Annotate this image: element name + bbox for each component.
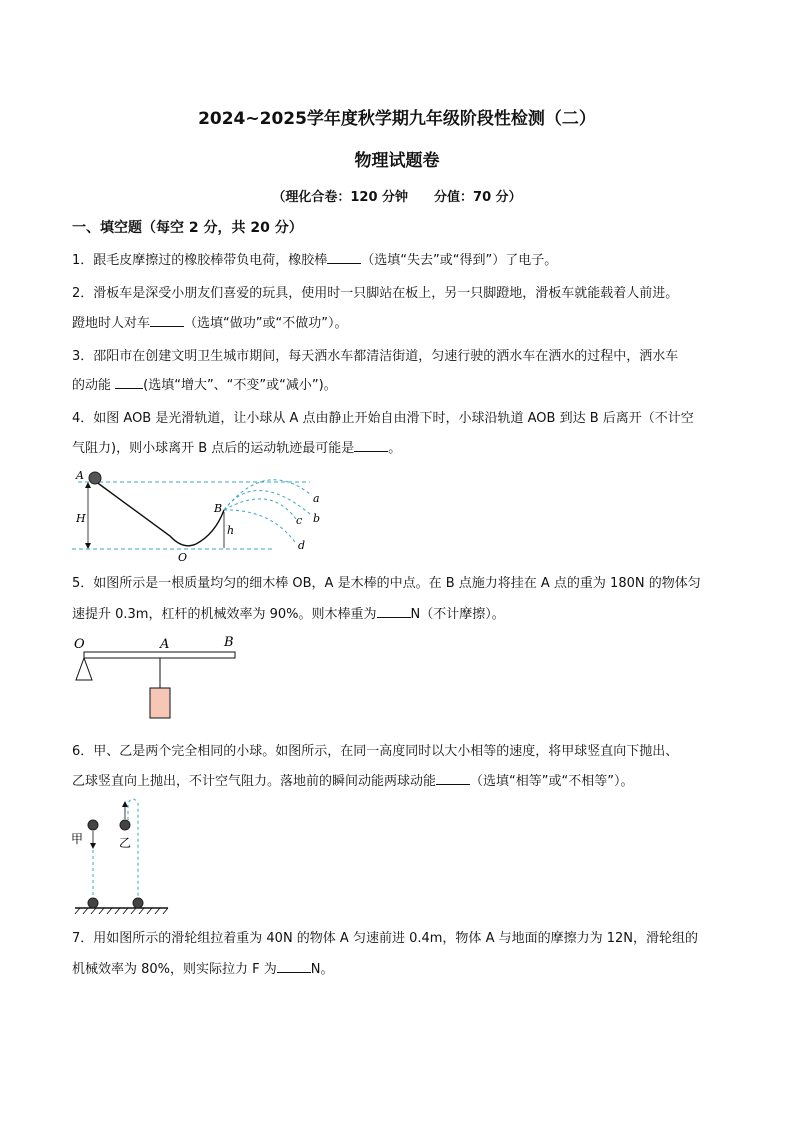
q7-text-b: N。: [310, 962, 334, 977]
q4-text-a: 气阻力)，则小球离开 B 点后的运动轨迹最可能是: [72, 441, 355, 456]
figure-lever: [70, 630, 250, 725]
q3-text-b: (选填“增大”、“不变”或“减小”)。: [143, 378, 337, 393]
q5-text-a: 速提升 0.3m，杠杆的机械效率为 90%。则木棒重为: [72, 607, 377, 622]
q6-text-a: 乙球竖直向上抛出，不计空气阻力。落地前的瞬间动能两球动能: [72, 774, 437, 789]
q1-blank[interactable]: [327, 251, 361, 264]
down-arrow-head: [90, 843, 96, 849]
label-A: A: [160, 637, 170, 652]
question-7-line1: 7．用如图所示的滑轮组拉着重为 40N 的物体 A 匀速前进 0.4m，物体 A 与地面的摩擦力为 12N，滑轮组的: [72, 931, 698, 946]
pivot-support: [76, 658, 92, 680]
section-title: 一、填空题（每空 2 分，共 20 分）: [72, 220, 303, 236]
q1-text-a: 1．跟毛皮摩擦过的橡胶棒带负电荷，橡胶棒: [72, 253, 328, 268]
track-curve: [95, 481, 224, 546]
figure-track: [70, 464, 330, 564]
exam-subtitle: 物理试题卷: [354, 151, 440, 171]
q5-blank[interactable]: [377, 605, 411, 618]
question-7-line2: [72, 958, 334, 977]
question-2-line2: [72, 312, 347, 331]
q5-text-b: N（不计摩擦）。: [410, 607, 505, 622]
question-5-line1: 5．如图所示是一根质量均匀的细木棒 OB，A 是木棒的中点。在 B 点施力将挂在 A 点的重为 180N 的物体匀: [72, 576, 701, 591]
label-b: b: [313, 512, 321, 525]
q6-blank[interactable]: [436, 772, 470, 785]
wooden-stick: [84, 652, 235, 658]
label-O: O: [74, 637, 85, 652]
exam-title: 2024~2025学年度秋学期九年级阶段性检测（二）: [198, 109, 596, 129]
q4-text-b: 。: [388, 441, 402, 456]
q4-blank[interactable]: [354, 439, 388, 452]
ball-yi: [120, 820, 130, 830]
question-2-line1: 2．滑板车是深受小朋友们喜爱的玩具，使用时一只脚站在板上，另一只脚蹬地，滑板车就能载着人前进。: [72, 286, 679, 301]
question-3-line2: [72, 374, 337, 393]
label-B: B: [214, 502, 223, 515]
label-jia: 甲: [71, 832, 84, 846]
question-1: [72, 249, 557, 268]
label-A: A: [76, 469, 84, 482]
label-c: c: [296, 514, 303, 527]
hanging-weight: [150, 688, 170, 718]
label-H: H: [76, 512, 86, 525]
H-arrow-top: [85, 482, 91, 488]
question-6-line1: 6．甲、乙是两个完全相同的小球。如图所示，在同一高度同时以大小相等的速度，将甲球竖直向下抛出、: [72, 744, 679, 759]
path-a: [224, 480, 310, 510]
label-yi: 乙: [119, 836, 132, 850]
q2-blank[interactable]: [150, 314, 184, 327]
q3-text-a: 的动能: [72, 378, 116, 393]
H-arrow-bottom: [85, 543, 91, 549]
q1-text-b: （选填“失去”或“得到”）了电子。: [361, 253, 558, 268]
question-4-line1: 4．如图 AOB 是光滑轨道，让小球从 A 点由静止开始自由滑下时，小球沿轨道 AOB 到达 B 后离开（不计空: [72, 411, 694, 426]
question-4-line2: [72, 437, 401, 456]
ball-jia: [88, 820, 98, 830]
question-3-line1: 3．邵阳市在创建文明卫生城市期间，每天洒水车都清洁街道，匀速行驶的洒水车在洒水的过程中，洒水车: [72, 349, 679, 364]
label-d: d: [298, 539, 306, 552]
q2-text-a: 蹬地时人对车: [72, 316, 151, 331]
label-a: a: [313, 492, 320, 505]
question-5-line2: [72, 603, 505, 622]
label-B: B: [224, 635, 234, 650]
path-d: [224, 510, 295, 542]
label-h: h: [227, 524, 235, 537]
ball-jia-ground: [88, 898, 98, 908]
ball-yi-ground: [133, 898, 143, 908]
q2-text-b: （选填“做功”或“不做功”）。: [184, 316, 348, 331]
figure-balls: [70, 795, 180, 920]
label-O: O: [178, 551, 188, 564]
question-6-line2: [72, 770, 633, 789]
q6-text-b: （选填“相等”或“不相等”）。: [470, 774, 634, 789]
ball: [89, 472, 101, 484]
up-arrow-head: [122, 801, 128, 807]
q3-blank[interactable]: [115, 376, 143, 389]
q7-text-a: 机械效率为 80%，则实际拉力 F 为: [72, 962, 277, 977]
exam-meta: （理化合卷：120 分钟 分值：70 分）: [272, 190, 522, 205]
ground-hatching: [75, 908, 168, 914]
q7-blank[interactable]: [277, 960, 311, 973]
